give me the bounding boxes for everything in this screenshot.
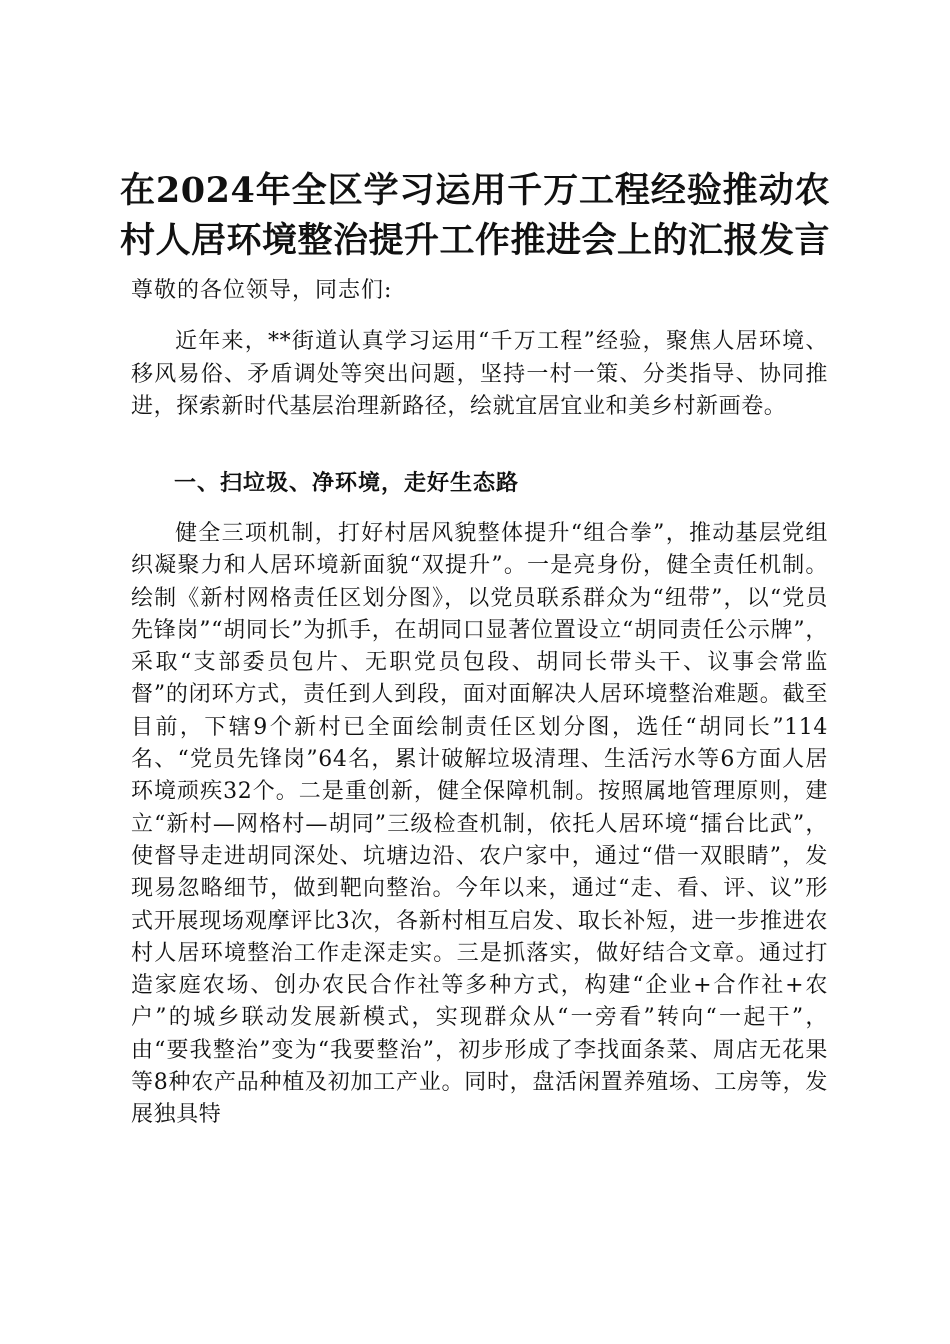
intro-paragraph: 近年来，**街道认真学习运用“千万工程”经验，聚焦人居环境、移风易俗、矛盾调处等突出问题，坚持一村一策、分类指导、协同推进，探索新时代基层治理新路径，绘就宜居宜业和美乡村新画卷。 — [131, 329, 828, 419]
section-heading: 一、扫垃圾、净环境，走好生态路 — [174, 470, 520, 496]
salutation: 尊敬的各位领导，同志们: — [131, 278, 393, 303]
document-title: 在2024年全区学习运用千万工程经验推动农村人居环境整治提升工作推进会上的汇报发言 — [120, 170, 831, 261]
body-paragraph: 健全三项机制，打好村居风貌整体提升“组合拳”，推动基层党组织凝聚力和人居环境新面貌“双提升”。一是亮身份，健全责任机制。绘制《新村网格责任区划分图》，以党员联系群众为“纽带”，以“党员先锋岗”“胡同长”为抓手，在胡同口显著位置设立“胡同责任公示牌”，采取“支部委员包片、无职党员包段、胡同长带头干、议事会常监督”的闭环方式，责任到人到段，面对面解决人居环境整治难题。截至目前，下辖9个新村已全面绘制责任区划分图，选任“胡同长”114名、“党员先锋岗”64名，累计破解垃圾清理、生活污水等6方面人居环境顽疾32个。二是重创新，健全保障机制。按照属地管理原则，建立“新村—网格村—胡同”三级检查机制，依托人居环境“擂台比武”，使督导走进胡同深处、坑塘边沿、农户家中，通过“借一双眼睛”，发现易忽略细节，做到靶向整治。今年以来，通过“走、看、评、议”形式开展现场观摩评比3次，各新村相互启发、取长补短，进一步推进农村人居环境整治工作走深走实。三是抓落实，做好结合文章。通过打造家庭农场、创办农民合作社等多种方式，构建“企业+合作社+农户”的城乡联动发展新模式，实现群众从“一旁看”转向“一起干”，由“要我整治”变为“我要整治”，初步形成了李找面条菜、周店无花果等8种农产品种植及初加工产业。同时，盘活闲置养殖场、工房等，发展独具特 — [131, 521, 828, 1128]
